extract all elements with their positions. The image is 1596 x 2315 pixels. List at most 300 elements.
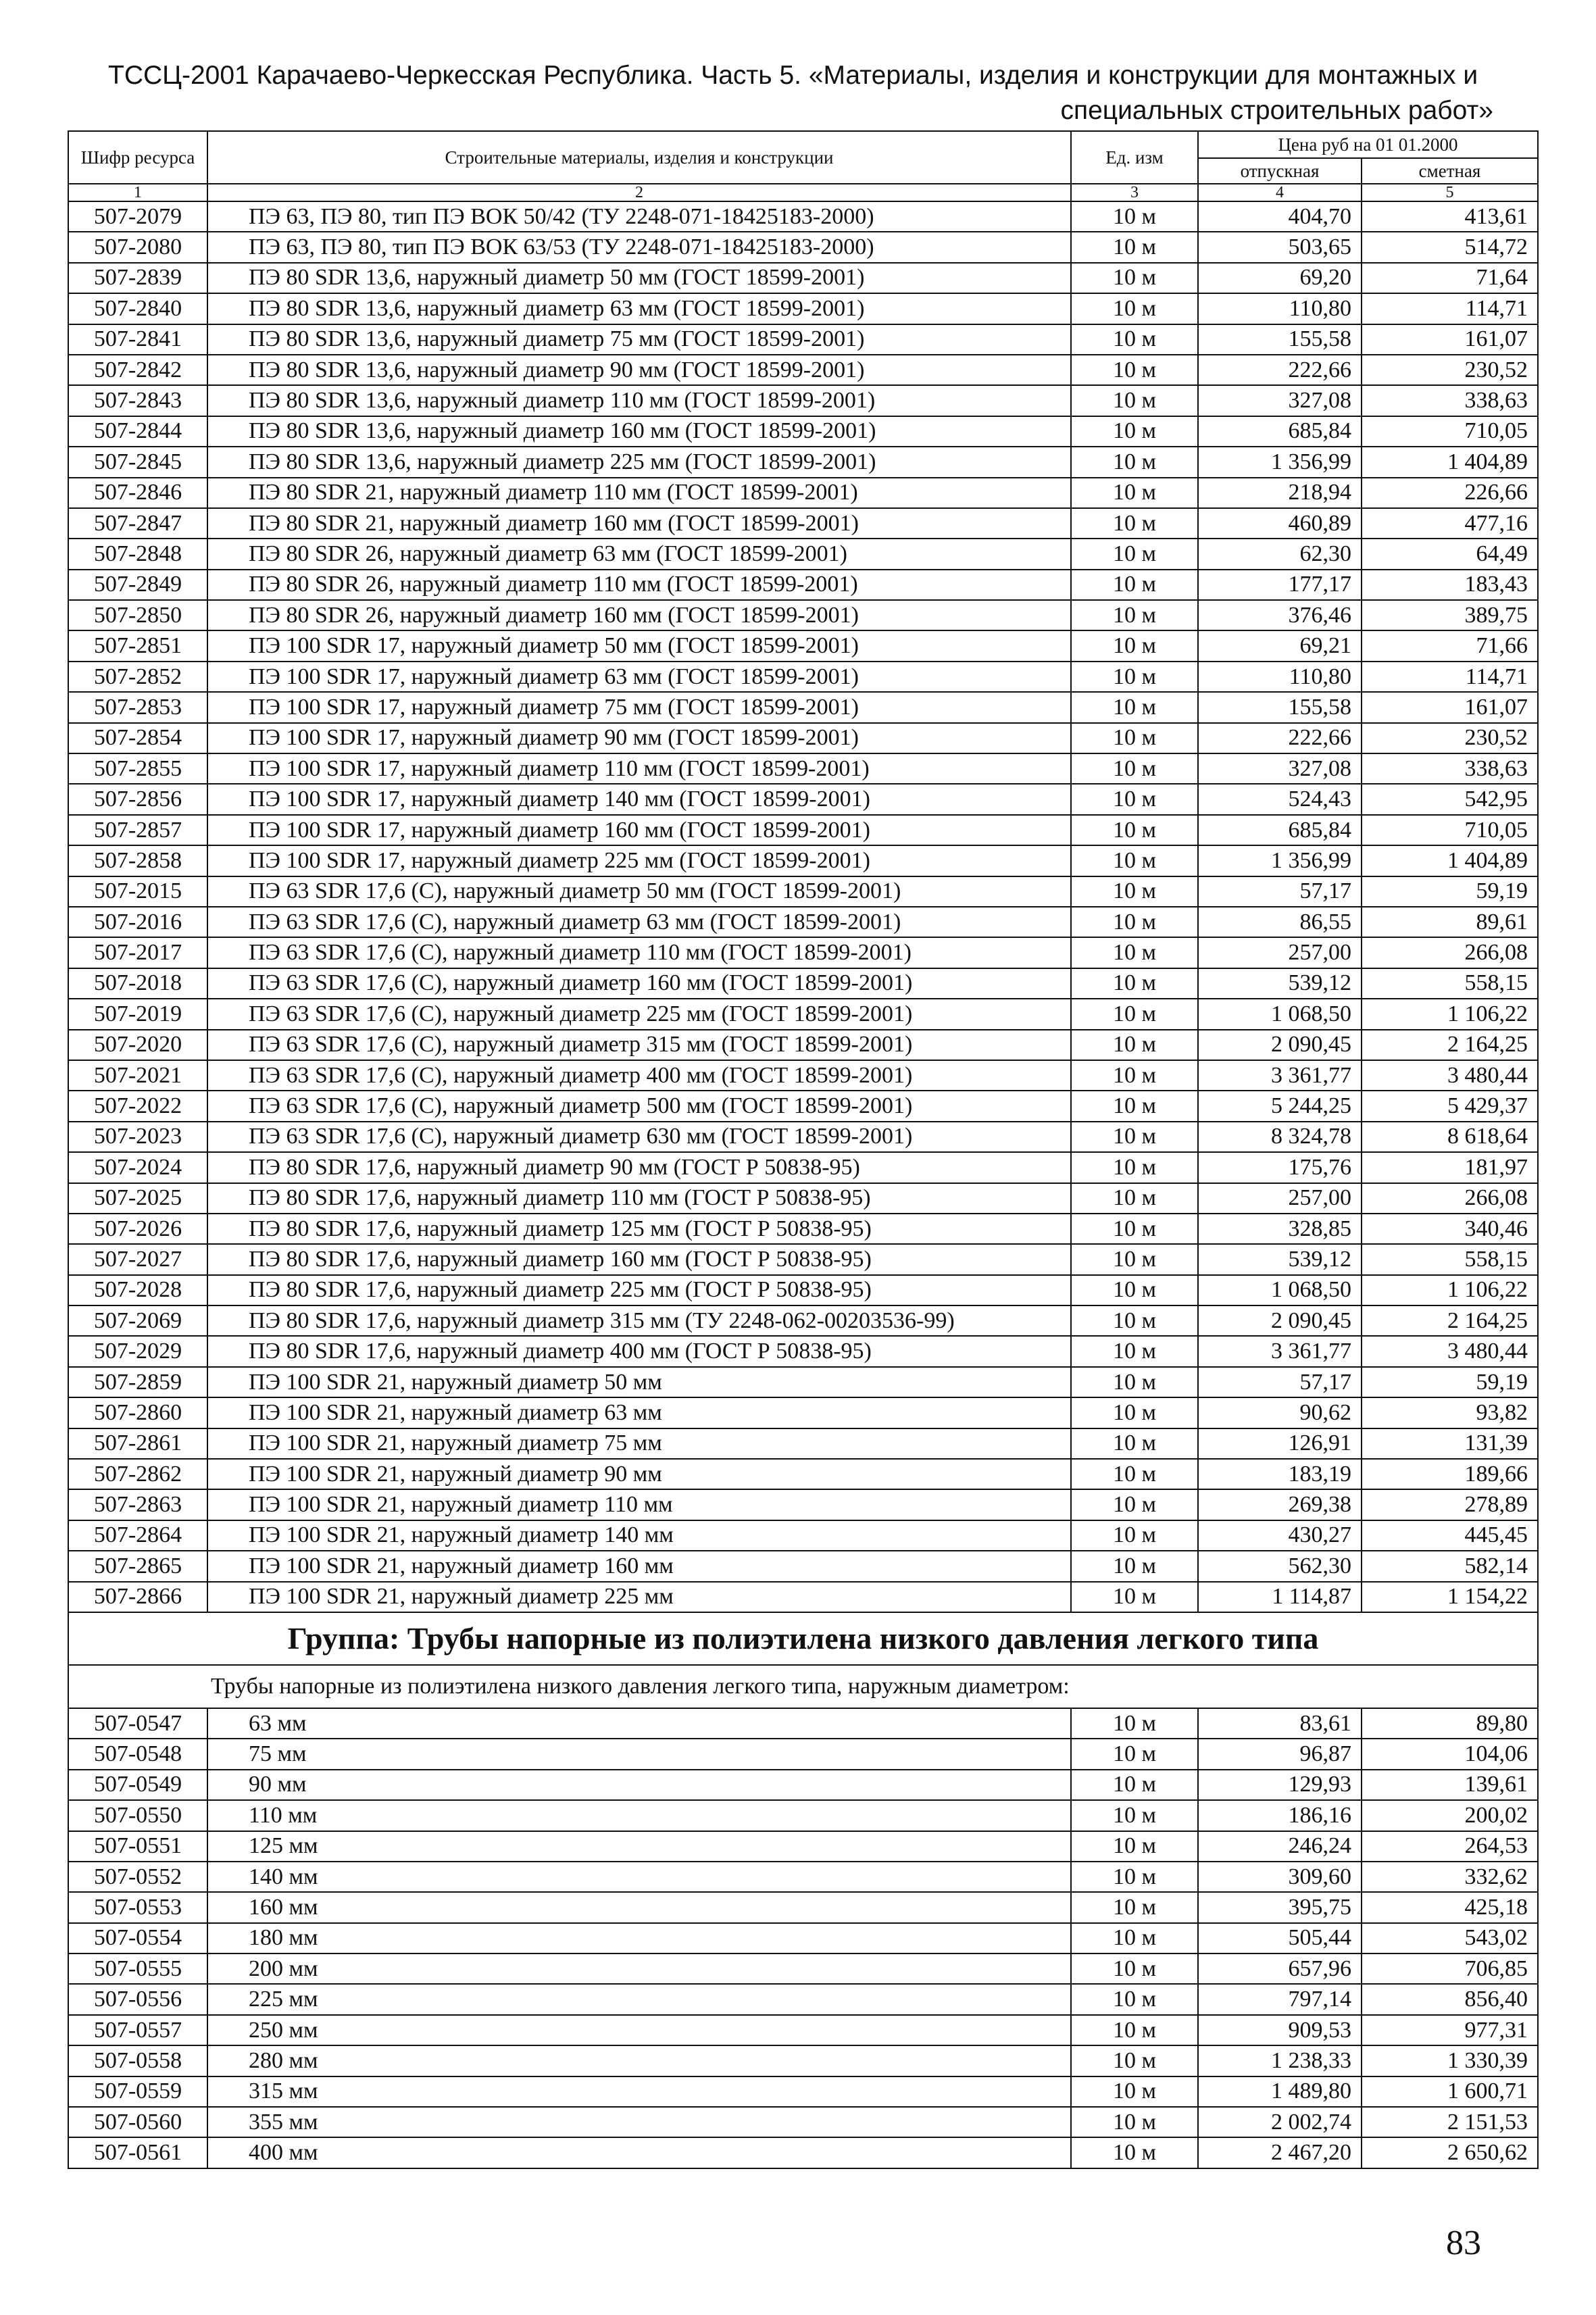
- unit: 10 м: [1071, 447, 1198, 477]
- material-name: ПЭ 63 SDR 17,6 (С), наружный диаметр 500 мм (ГОСТ 18599-2001): [207, 1091, 1071, 1121]
- estimate-price: 1 600,71: [1362, 2076, 1538, 2107]
- unit: 10 м: [1071, 1336, 1198, 1366]
- unit: 10 м: [1071, 293, 1198, 324]
- table-row: [68, 2015, 1538, 2045]
- release-price: 395,75: [1198, 1892, 1362, 1922]
- release-price: 246,24: [1198, 1831, 1362, 1862]
- estimate-price: 8 618,64: [1362, 1122, 1538, 1152]
- release-price: 155,58: [1198, 692, 1362, 722]
- table-row: [68, 784, 1538, 814]
- material-name: ПЭ 80 SDR 17,6, наружный диаметр 400 мм (ГОСТ Р 50838-95): [207, 1336, 1071, 1366]
- column-number-row: [68, 184, 1538, 201]
- resource-code: 507-2079: [68, 201, 207, 232]
- estimate-price: 93,82: [1362, 1397, 1538, 1428]
- release-price: 2 090,45: [1198, 1305, 1362, 1336]
- estimate-price: 181,97: [1362, 1152, 1538, 1183]
- table-row: [68, 1030, 1538, 1060]
- release-price: 57,17: [1198, 876, 1362, 907]
- resource-code: 507-2850: [68, 600, 207, 630]
- resource-code: 507-2080: [68, 232, 207, 262]
- estimate-price: 558,15: [1362, 1244, 1538, 1274]
- estimate-price: 71,64: [1362, 263, 1538, 293]
- release-price: 129,93: [1198, 1770, 1362, 1800]
- material-name: ПЭ 80 SDR 13,6, наружный диаметр 90 мм (ГОСТ 18599-2001): [207, 355, 1071, 385]
- material-name: ПЭ 80 SDR 26, наружный диаметр 160 мм (ГОСТ 18599-2001): [207, 600, 1071, 630]
- material-name: ПЭ 63 SDR 17,6 (С), наружный диаметр 630 мм (ГОСТ 18599-2001): [207, 1122, 1071, 1152]
- resource-code: 507-2844: [68, 416, 207, 447]
- release-price: 2 467,20: [1198, 2137, 1362, 2168]
- column-number: 2: [207, 184, 1071, 201]
- material-name: 140 мм: [207, 1862, 1071, 1892]
- table-row: [68, 1214, 1538, 1244]
- resource-code: 507-2840: [68, 293, 207, 324]
- estimate-price: 1 404,89: [1362, 447, 1538, 477]
- material-name: ПЭ 100 SDR 17, наружный диаметр 90 мм (ГОСТ 18599-2001): [207, 723, 1071, 753]
- release-price: 177,17: [1198, 570, 1362, 600]
- unit: 10 м: [1071, 753, 1198, 784]
- table-row: [68, 324, 1538, 355]
- resource-code: 507-2017: [68, 937, 207, 968]
- release-price: 83,61: [1198, 1708, 1362, 1739]
- material-name: 125 мм: [207, 1831, 1071, 1862]
- estimate-price: 230,52: [1362, 723, 1538, 753]
- unit: 10 м: [1071, 2015, 1198, 2045]
- estimate-price: 264,53: [1362, 1831, 1538, 1862]
- estimate-price: 131,39: [1362, 1428, 1538, 1459]
- release-price: 69,20: [1198, 263, 1362, 293]
- estimate-price: 543,02: [1362, 1923, 1538, 1953]
- material-name: ПЭ 100 SDR 17, наружный диаметр 140 мм (ГОСТ 18599-2001): [207, 784, 1071, 814]
- material-name: 400 мм: [207, 2137, 1071, 2168]
- release-price: 57,17: [1198, 1367, 1362, 1397]
- material-name: ПЭ 100 SDR 21, наружный диаметр 63 мм: [207, 1397, 1071, 1428]
- estimate-price: 445,45: [1362, 1520, 1538, 1551]
- material-name: ПЭ 100 SDR 21, наружный диаметр 140 мм: [207, 1520, 1071, 1551]
- table-row: [68, 1984, 1538, 2014]
- release-price: 186,16: [1198, 1800, 1362, 1831]
- unit: 10 м: [1071, 1275, 1198, 1305]
- table-row: [68, 937, 1538, 968]
- release-price: 222,66: [1198, 355, 1362, 385]
- unit: 10 м: [1071, 1892, 1198, 1922]
- table-row: [68, 2107, 1538, 2137]
- resource-code: 507-0558: [68, 2045, 207, 2076]
- resource-code: 507-0556: [68, 1984, 207, 2014]
- material-name: ПЭ 63 SDR 17,6 (С), наружный диаметр 50 мм (ГОСТ 18599-2001): [207, 876, 1071, 907]
- resource-code: 507-2842: [68, 355, 207, 385]
- unit: 10 м: [1071, 2107, 1198, 2137]
- unit: 10 м: [1071, 1397, 1198, 1428]
- estimate-price: 425,18: [1362, 1892, 1538, 1922]
- release-price: 376,46: [1198, 600, 1362, 630]
- estimate-price: 2 650,62: [1362, 2137, 1538, 2168]
- table-row: [68, 1520, 1538, 1551]
- table-row: [68, 753, 1538, 784]
- unit: 10 м: [1071, 1800, 1198, 1831]
- estimate-price: 59,19: [1362, 1367, 1538, 1397]
- resource-code: 507-2019: [68, 999, 207, 1029]
- unit: 10 м: [1071, 907, 1198, 937]
- resource-code: 507-2069: [68, 1305, 207, 1336]
- page-number: 83: [1446, 2224, 1481, 2262]
- unit: 10 м: [1071, 845, 1198, 876]
- release-price: 1 238,33: [1198, 2045, 1362, 2076]
- resource-code: 507-2866: [68, 1582, 207, 1612]
- estimate-price: 582,14: [1362, 1551, 1538, 1581]
- unit: 10 м: [1071, 232, 1198, 262]
- resource-code: 507-2857: [68, 815, 207, 845]
- header-code: Шифр ресурса: [68, 131, 207, 184]
- table-row: [68, 1152, 1538, 1183]
- estimate-price: 710,05: [1362, 815, 1538, 845]
- resource-code: 507-2016: [68, 907, 207, 937]
- header-line-1: ТССЦ-2001 Карачаево-Черкесская Республика. Часть 5. «Материалы, изделия и конструкции для монтажных и: [108, 61, 1478, 90]
- release-price: 218,94: [1198, 478, 1362, 508]
- material-name: ПЭ 100 SDR 21, наружный диаметр 90 мм: [207, 1459, 1071, 1489]
- resource-code: 507-2849: [68, 570, 207, 600]
- table-row: [68, 1862, 1538, 1892]
- resource-code: 507-0553: [68, 1892, 207, 1922]
- resource-code: 507-2852: [68, 662, 207, 692]
- table-row: [68, 1953, 1538, 1984]
- unit: 10 м: [1071, 876, 1198, 907]
- release-price: 5 244,25: [1198, 1091, 1362, 1121]
- table-row: [68, 478, 1538, 508]
- release-price: 2 090,45: [1198, 1030, 1362, 1060]
- material-name: ПЭ 100 SDR 17, наружный диаметр 50 мм (ГОСТ 18599-2001): [207, 630, 1071, 661]
- estimate-price: 542,95: [1362, 784, 1538, 814]
- resource-code: 507-0552: [68, 1862, 207, 1892]
- material-name: ПЭ 80 SDR 26, наружный диаметр 63 мм (ГОСТ 18599-2001): [207, 539, 1071, 569]
- release-price: 126,91: [1198, 1428, 1362, 1459]
- material-name: 160 мм: [207, 1892, 1071, 1922]
- unit: 10 м: [1071, 385, 1198, 416]
- material-name: 110 мм: [207, 1800, 1071, 1831]
- resource-code: 507-0554: [68, 1923, 207, 1953]
- release-price: 8 324,78: [1198, 1122, 1362, 1152]
- resource-code: 507-2845: [68, 447, 207, 477]
- table-row: [68, 263, 1538, 293]
- resource-code: 507-0559: [68, 2076, 207, 2107]
- column-number: 1: [68, 184, 207, 201]
- material-name: 250 мм: [207, 2015, 1071, 2045]
- release-price: 685,84: [1198, 416, 1362, 447]
- unit: 10 м: [1071, 1984, 1198, 2014]
- release-price: 327,08: [1198, 753, 1362, 784]
- material-name: 355 мм: [207, 2107, 1071, 2137]
- resource-code: 507-2841: [68, 324, 207, 355]
- group-subtitle: Трубы напорные из полиэтилена низкого давления легкого типа, наружным диаметром:: [68, 1665, 1538, 1708]
- material-name: 315 мм: [207, 2076, 1071, 2107]
- release-price: 69,21: [1198, 630, 1362, 661]
- material-name: ПЭ 100 SDR 17, наружный диаметр 160 мм (ГОСТ 18599-2001): [207, 815, 1071, 845]
- table-row: [68, 630, 1538, 661]
- table-row: [68, 723, 1538, 753]
- release-price: 183,19: [1198, 1459, 1362, 1489]
- estimate-price: 413,61: [1362, 201, 1538, 232]
- material-name: ПЭ 80 SDR 21, наружный диаметр 160 мм (ГОСТ 18599-2001): [207, 508, 1071, 539]
- unit: 10 м: [1071, 1770, 1198, 1800]
- unit: 10 м: [1071, 1244, 1198, 1274]
- material-name: ПЭ 80 SDR 17,6, наружный диаметр 225 мм (ГОСТ Р 50838-95): [207, 1275, 1071, 1305]
- estimate-price: 161,07: [1362, 692, 1538, 722]
- unit: 10 м: [1071, 999, 1198, 1029]
- unit: 10 м: [1071, 1122, 1198, 1152]
- unit: 10 м: [1071, 723, 1198, 753]
- table-row: [68, 1770, 1538, 1800]
- resource-code: 507-2027: [68, 1244, 207, 1274]
- resource-code: 507-0560: [68, 2107, 207, 2137]
- table-row: [68, 1582, 1538, 1612]
- table-row: [68, 1183, 1538, 1214]
- resource-code: 507-2026: [68, 1214, 207, 1244]
- unit: 10 м: [1071, 570, 1198, 600]
- material-name: ПЭ 63 SDR 17,6 (С), наружный диаметр 400 мм (ГОСТ 18599-2001): [207, 1060, 1071, 1091]
- unit: 10 м: [1071, 1923, 1198, 1953]
- estimate-price: 2 151,53: [1362, 2107, 1538, 2137]
- resource-code: 507-2020: [68, 1030, 207, 1060]
- table-row: [68, 508, 1538, 539]
- table-row: [68, 1489, 1538, 1520]
- estimate-price: 230,52: [1362, 355, 1538, 385]
- material-name: ПЭ 100 SDR 17, наружный диаметр 225 мм (ГОСТ 18599-2001): [207, 845, 1071, 876]
- unit: 10 м: [1071, 1551, 1198, 1581]
- table-row: [68, 662, 1538, 692]
- unit: 10 м: [1071, 478, 1198, 508]
- table-row: [68, 1336, 1538, 1366]
- material-name: ПЭ 63 SDR 17,6 (С), наружный диаметр 63 мм (ГОСТ 18599-2001): [207, 907, 1071, 937]
- material-name: 90 мм: [207, 1770, 1071, 1800]
- material-name: 200 мм: [207, 1953, 1071, 1984]
- estimate-price: 200,02: [1362, 1800, 1538, 1831]
- release-price: 1 068,50: [1198, 1275, 1362, 1305]
- unit: 10 м: [1071, 1739, 1198, 1769]
- resource-code: 507-2025: [68, 1183, 207, 1214]
- material-name: ПЭ 80 SDR 21, наружный диаметр 110 мм (ГОСТ 18599-2001): [207, 478, 1071, 508]
- material-name: ПЭ 100 SDR 17, наружный диаметр 75 мм (ГОСТ 18599-2001): [207, 692, 1071, 722]
- resource-code: 507-2860: [68, 1397, 207, 1428]
- group-subtitle-row: [68, 1665, 1538, 1708]
- unit: 10 м: [1071, 1305, 1198, 1336]
- resource-code: 507-2847: [68, 508, 207, 539]
- estimate-price: 340,46: [1362, 1214, 1538, 1244]
- estimate-price: 183,43: [1362, 570, 1538, 600]
- estimate-price: 477,16: [1362, 508, 1538, 539]
- estimate-price: 1 404,89: [1362, 845, 1538, 876]
- table-row: [68, 968, 1538, 999]
- material-name: ПЭ 80 SDR 26, наружный диаметр 110 мм (ГОСТ 18599-2001): [207, 570, 1071, 600]
- release-price: 257,00: [1198, 937, 1362, 968]
- release-price: 110,80: [1198, 662, 1362, 692]
- resource-code: 507-2851: [68, 630, 207, 661]
- table-row: [68, 907, 1538, 937]
- estimate-price: 389,75: [1362, 600, 1538, 630]
- header-price: Цена руб на 01 01.2000: [1198, 131, 1538, 158]
- resource-code: 507-0547: [68, 1708, 207, 1739]
- table-row: [68, 293, 1538, 324]
- unit: 10 м: [1071, 1831, 1198, 1862]
- estimate-price: 189,66: [1362, 1459, 1538, 1489]
- material-name: ПЭ 80 SDR 13,6, наружный диаметр 160 мм (ГОСТ 18599-2001): [207, 416, 1071, 447]
- material-name: ПЭ 100 SDR 21, наружный диаметр 110 мм: [207, 1489, 1071, 1520]
- resource-code: 507-2859: [68, 1367, 207, 1397]
- resource-code: 507-2863: [68, 1489, 207, 1520]
- table-row: [68, 1091, 1538, 1121]
- estimate-price: 266,08: [1362, 1183, 1538, 1214]
- table-row: [68, 815, 1538, 845]
- column-number: 5: [1362, 184, 1538, 201]
- release-price: 3 361,77: [1198, 1060, 1362, 1091]
- estimate-price: 64,49: [1362, 539, 1538, 569]
- table-row: [68, 1800, 1538, 1831]
- table-row: [68, 539, 1538, 569]
- column-number: 4: [1198, 184, 1362, 201]
- resource-code: 507-0555: [68, 1953, 207, 1984]
- release-price: 155,58: [1198, 324, 1362, 355]
- unit: 10 м: [1071, 1152, 1198, 1183]
- release-price: 327,08: [1198, 385, 1362, 416]
- material-name: 225 мм: [207, 1984, 1071, 2014]
- table-row: [68, 1244, 1538, 1274]
- unit: 10 м: [1071, 1708, 1198, 1739]
- release-price: 539,12: [1198, 968, 1362, 999]
- unit: 10 м: [1071, 1214, 1198, 1244]
- material-name: 280 мм: [207, 2045, 1071, 2076]
- table-row: [68, 1739, 1538, 1769]
- material-name: ПЭ 80 SDR 13,6, наружный диаметр 225 мм (ГОСТ 18599-2001): [207, 447, 1071, 477]
- table-row: [68, 692, 1538, 722]
- release-price: 404,70: [1198, 201, 1362, 232]
- estimate-price: 104,06: [1362, 1739, 1538, 1769]
- material-name: ПЭ 100 SDR 17, наружный диаметр 110 мм (ГОСТ 18599-2001): [207, 753, 1071, 784]
- material-name: ПЭ 80 SDR 17,6, наружный диаметр 125 мм (ГОСТ Р 50838-95): [207, 1214, 1071, 1244]
- estimate-price: 5 429,37: [1362, 1091, 1538, 1121]
- release-price: 797,14: [1198, 1984, 1362, 2014]
- release-price: 1 356,99: [1198, 447, 1362, 477]
- material-name: ПЭ 63 SDR 17,6 (С), наружный диаметр 225 мм (ГОСТ 18599-2001): [207, 999, 1071, 1029]
- table-row: [68, 1708, 1538, 1739]
- release-price: 1 068,50: [1198, 999, 1362, 1029]
- material-name: ПЭ 80 SDR 13,6, наружный диаметр 50 мм (ГОСТ 18599-2001): [207, 263, 1071, 293]
- release-price: 309,60: [1198, 1862, 1362, 1892]
- estimate-price: 977,31: [1362, 2015, 1538, 2045]
- material-name: ПЭ 63, ПЭ 80, тип ПЭ ВОК 63/53 (ТУ 2248-071-18425183-2000): [207, 232, 1071, 262]
- estimate-price: 1 154,22: [1362, 1582, 1538, 1612]
- resource-code: 507-0549: [68, 1770, 207, 1800]
- material-name: ПЭ 63 SDR 17,6 (С), наружный диаметр 110 мм (ГОСТ 18599-2001): [207, 937, 1071, 968]
- unit: 10 м: [1071, 1862, 1198, 1892]
- resource-code: 507-0561: [68, 2137, 207, 2168]
- unit: 10 м: [1071, 1520, 1198, 1551]
- estimate-price: 1 106,22: [1362, 1275, 1538, 1305]
- header-release-price: отпускная: [1198, 158, 1362, 184]
- resource-code: 507-2858: [68, 845, 207, 876]
- table-row: [68, 1367, 1538, 1397]
- material-name: ПЭ 80 SDR 13,6, наружный диаметр 75 мм (ГОСТ 18599-2001): [207, 324, 1071, 355]
- estimate-price: 71,66: [1362, 630, 1538, 661]
- table-row: [68, 2076, 1538, 2107]
- table-row: [68, 876, 1538, 907]
- estimate-price: 114,71: [1362, 662, 1538, 692]
- unit: 10 м: [1071, 508, 1198, 539]
- release-price: 539,12: [1198, 1244, 1362, 1274]
- resource-code: 507-2856: [68, 784, 207, 814]
- table-row: [68, 570, 1538, 600]
- table-row: [68, 1459, 1538, 1489]
- unit: 10 м: [1071, 2045, 1198, 2076]
- resource-code: 507-0557: [68, 2015, 207, 2045]
- material-name: ПЭ 63 SDR 17,6 (С), наружный диаметр 315 мм (ГОСТ 18599-2001): [207, 1030, 1071, 1060]
- estimate-price: 226,66: [1362, 478, 1538, 508]
- resource-code: 507-2839: [68, 263, 207, 293]
- unit: 10 м: [1071, 324, 1198, 355]
- unit: 10 м: [1071, 1091, 1198, 1121]
- material-name: 75 мм: [207, 1739, 1071, 1769]
- release-price: 1 489,80: [1198, 2076, 1362, 2107]
- unit: 10 м: [1071, 1459, 1198, 1489]
- unit: 10 м: [1071, 539, 1198, 569]
- release-price: 257,00: [1198, 1183, 1362, 1214]
- release-price: 222,66: [1198, 723, 1362, 753]
- estimate-price: 3 480,44: [1362, 1060, 1538, 1091]
- table-row: [68, 1060, 1538, 1091]
- material-name: ПЭ 63, ПЭ 80, тип ПЭ ВОК 50/42 (ТУ 2248-071-18425183-2000): [207, 201, 1071, 232]
- material-name: ПЭ 80 SDR 17,6, наружный диаметр 315 мм (ТУ 2248-062-00203536-99): [207, 1305, 1071, 1336]
- release-price: 328,85: [1198, 1214, 1362, 1244]
- estimate-price: 2 164,25: [1362, 1305, 1538, 1336]
- estimate-price: 3 480,44: [1362, 1336, 1538, 1366]
- release-price: 3 361,77: [1198, 1336, 1362, 1366]
- table-row: [68, 232, 1538, 262]
- group-title-row: [68, 1612, 1538, 1665]
- release-price: 562,30: [1198, 1551, 1362, 1581]
- header-unit: Ед. изм: [1071, 131, 1198, 184]
- estimate-price: 338,63: [1362, 385, 1538, 416]
- table-row: [68, 1923, 1538, 1953]
- estimate-price: 1 330,39: [1362, 2045, 1538, 2076]
- table-row: [68, 201, 1538, 232]
- table-row: [68, 1305, 1538, 1336]
- resource-code: 507-2018: [68, 968, 207, 999]
- unit: 10 м: [1071, 201, 1198, 232]
- estimate-price: 710,05: [1362, 416, 1538, 447]
- resource-code: 507-0548: [68, 1739, 207, 1769]
- estimate-price: 706,85: [1362, 1953, 1538, 1984]
- header-estimate-price: сметная: [1362, 158, 1538, 184]
- resource-code: 507-2023: [68, 1122, 207, 1152]
- release-price: 96,87: [1198, 1739, 1362, 1769]
- release-price: 430,27: [1198, 1520, 1362, 1551]
- column-number: 3: [1071, 184, 1198, 201]
- table-row: [68, 1551, 1538, 1581]
- material-name: ПЭ 63 SDR 17,6 (С), наружный диаметр 160 мм (ГОСТ 18599-2001): [207, 968, 1071, 999]
- resource-code: 507-2862: [68, 1459, 207, 1489]
- estimate-price: 332,62: [1362, 1862, 1538, 1892]
- estimate-price: 1 106,22: [1362, 999, 1538, 1029]
- estimate-price: 2 164,25: [1362, 1030, 1538, 1060]
- release-price: 505,44: [1198, 1923, 1362, 1953]
- resource-code: 507-0551: [68, 1831, 207, 1862]
- estimate-price: 558,15: [1362, 968, 1538, 999]
- unit: 10 м: [1071, 2137, 1198, 2168]
- unit: 10 м: [1071, 784, 1198, 814]
- estimate-price: 114,71: [1362, 293, 1538, 324]
- material-name: 180 мм: [207, 1923, 1071, 1953]
- material-name: ПЭ 80 SDR 17,6, наружный диаметр 110 мм (ГОСТ Р 50838-95): [207, 1183, 1071, 1214]
- resource-code: 507-2861: [68, 1428, 207, 1459]
- table-row: [68, 845, 1538, 876]
- release-price: 90,62: [1198, 1397, 1362, 1428]
